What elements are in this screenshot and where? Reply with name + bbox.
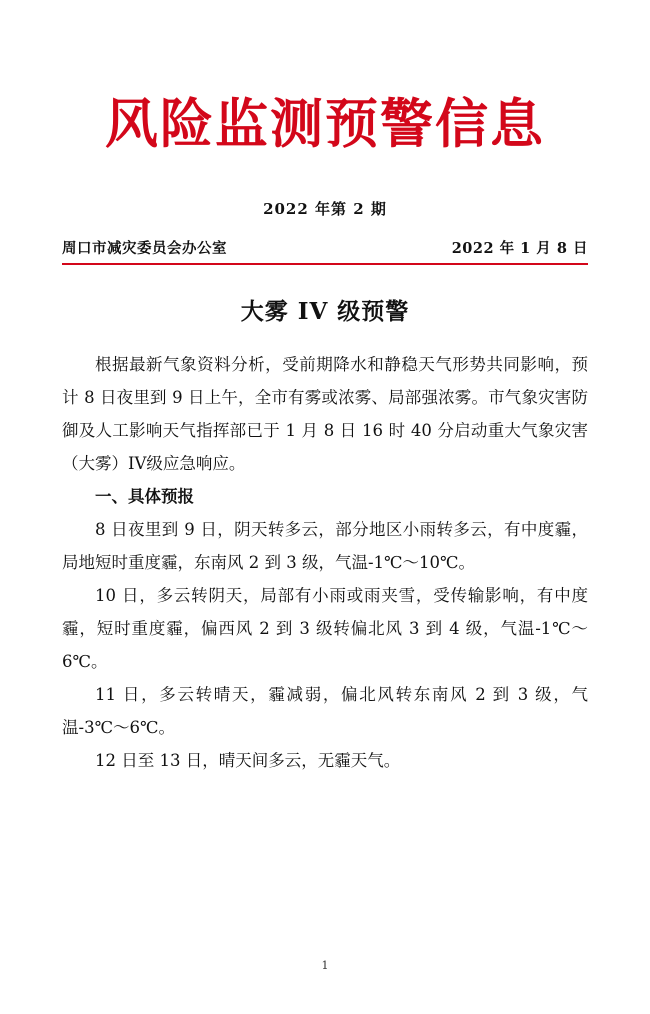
- masthead-title: 风险监测预警信息: [105, 93, 545, 155]
- forecast-paragraph-2: 10 日，多云转阴天，局部有小雨或雨夹雪，受传输影响，有中度霾，短时重度霾，偏西风 2 到 3 级转偏北风 3 到 4 级，气温-1℃～6℃。: [62, 586, 588, 672]
- forecast-paragraph-3: 11 日，多云转晴天，霾减弱，偏北风转东南风 2 到 3 级，气温-3℃～6℃。: [62, 685, 588, 738]
- forecast-paragraph-1: 8 日夜里到 9 日，阴天转多云，部分地区小雨转多云，有中度霾，局地短时重度霾，东南风 2 到 3 级，气温-1℃～10℃。: [62, 520, 588, 573]
- intro-paragraph: 根据最新气象资料分析，受前期降水和静稳天气形势共同影响，预计 8 日夜里到 9 日上午，全市有雾或浓雾、局部强浓雾。市气象灾害防御及人工影响天气指挥部已于 1 月 8 日 16 时 40 分启动重大气象灾害（大雾）IV级应急响应。: [62, 355, 588, 474]
- page-number: 1: [321, 959, 329, 972]
- document-header-row: [62, 237, 588, 265]
- issue-date: 2022 年 1 月 8 日: [451, 240, 588, 258]
- issue-label: 2022 年第 2 期: [263, 200, 387, 219]
- document-body: [62, 348, 588, 777]
- section-heading-forecast: 一、具体预报: [95, 487, 194, 507]
- page-title: 大雾 IV 级预警: [240, 298, 410, 326]
- document-page: [0, 95, 650, 1014]
- forecast-paragraph-4: 12 日至 13 日，晴天间多云，无霾天气。: [95, 751, 401, 771]
- issuing-organization: 周口市减灾委员会办公室: [62, 240, 227, 258]
